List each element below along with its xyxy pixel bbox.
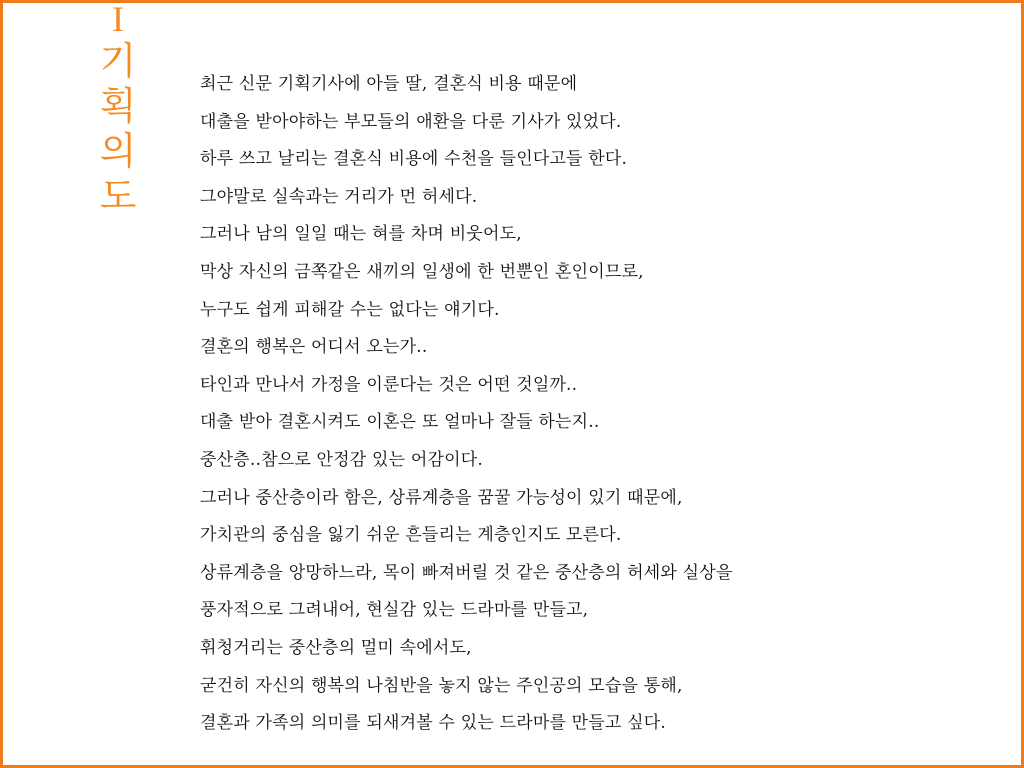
text-line: 대출을 받아야하는 부모들의 애환을 다룬 기사가 있었다. <box>200 111 622 132</box>
text-line: 결혼의 행복은 어디서 오는가.. <box>200 337 428 358</box>
text-line: 막상 자신의 금쪽같은 새끼의 일생에 한 번뿐인 혼인이므로, <box>200 261 644 282</box>
title-char: 도 <box>99 174 137 218</box>
text-line: 휘청거리는 중산층의 멀미 속에서도, <box>200 637 472 658</box>
text-line: 그러나 남의 일일 때는 혀를 차며 비웃어도, <box>200 224 522 245</box>
title-char: 기 <box>99 39 137 83</box>
text-line: 최근 신문 기획기사에 아들 딸, 결혼식 비용 때문에 <box>200 74 578 94</box>
text-line: 중산층..참으로 안정감 있는 어감이다. <box>200 449 483 470</box>
vertical-title <box>95 0 141 219</box>
text-line: 결혼과 가족의 의미를 되새겨볼 수 있는 드라마를 만들고 싶다. <box>200 713 666 734</box>
text-line: 하루 쓰고 날리는 결혼식 비용에 수천을 들인다고들 한다. <box>200 149 628 170</box>
text-line: 타인과 만나서 가정을 이룬다는 것은 어떤 것일까.. <box>200 374 578 395</box>
text-line: 상류계층을 앙망하느라, 목이 빠져버릴 것 같은 중산층의 허세와 실상을 <box>200 562 733 583</box>
text-line: 그러나 중산층이라 함은, 상류계층을 꿈꿀 가능성이 있기 때문에, <box>200 487 683 508</box>
text-line: 누구도 쉽게 피해갈 수는 없다는 얘기다. <box>200 299 500 320</box>
text-line: 대출 받아 결혼시켜도 이혼은 또 얼마나 잘들 하는지.. <box>200 412 600 433</box>
title-char: 획 <box>99 84 137 128</box>
body-text <box>200 66 1000 743</box>
title-char: 의 <box>99 129 137 173</box>
text-line: 그야말로 실속과는 거리가 먼 허세다. <box>200 186 478 207</box>
text-line: 가치관의 중심을 잃기 쉬운 흔들리는 계층인지도 모른다. <box>200 525 622 546</box>
text-line: 풍자적으로 그려내어, 현실감 있는 드라마를 만들고, <box>200 600 589 621</box>
title-roman-numeral: I <box>112 0 124 39</box>
text-line: 굳건히 자신의 행복의 나침반을 놓지 않는 주인공의 모습을 통해, <box>200 675 683 696</box>
